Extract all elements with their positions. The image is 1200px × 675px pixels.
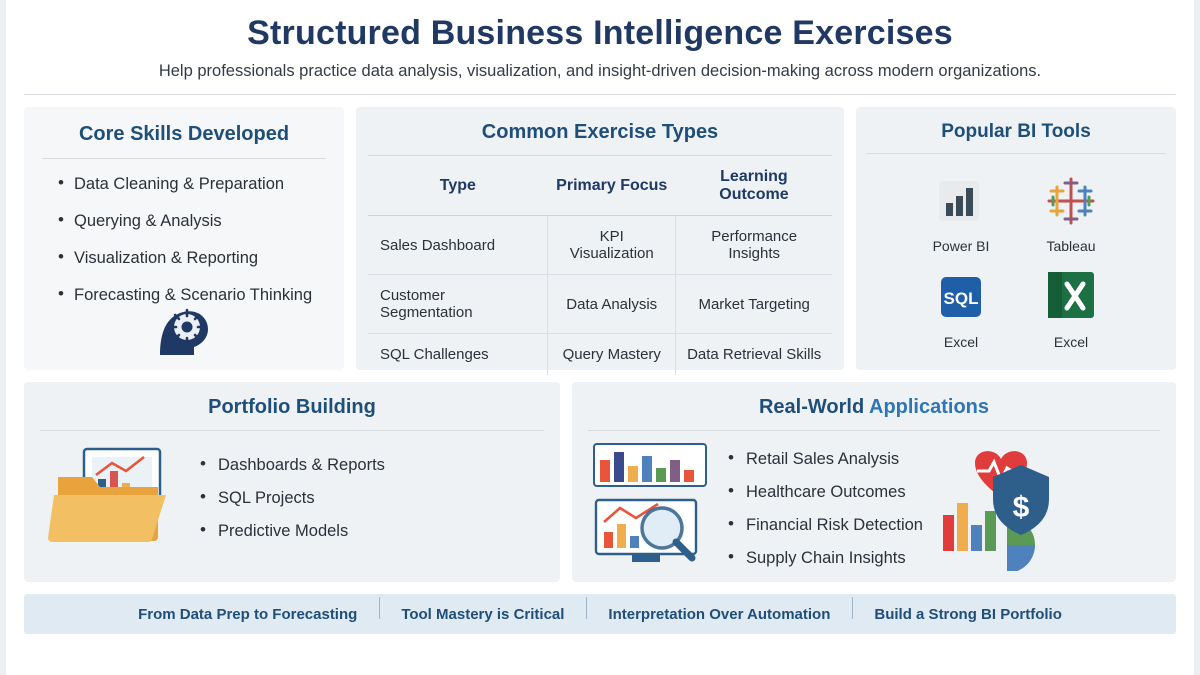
svg-text:$: $ [1012, 491, 1030, 524]
list-item: • Healthcare Outcomes [728, 483, 923, 502]
list-item: • Data Cleaning & Preparation [58, 175, 326, 194]
portfolio-title: Portfolio Building [208, 396, 376, 418]
svg-text:SQL: SQL [943, 289, 979, 308]
column-header-learning-outcome: Learning Outcome [676, 158, 832, 216]
portfolio-card [24, 382, 560, 582]
bi-tools-divider [866, 153, 1166, 154]
header [24, 0, 1176, 81]
middle-row [24, 382, 1176, 582]
footer-bar [24, 594, 1176, 634]
sql-excel-icon [919, 266, 1003, 328]
core-skills-list [58, 175, 326, 305]
cell-focus: KPI Visualization [548, 216, 676, 275]
real-world-title-accent: Applications [869, 396, 990, 418]
real-world-title-main: Real-World [758, 396, 869, 418]
tool-tableau [1029, 170, 1113, 254]
list-item: • Querying & Analysis [58, 212, 326, 231]
list-item: • Forecasting & Scenario Thinking [58, 286, 326, 305]
real-world-list [728, 450, 923, 568]
list-item: • Retail Sales Analysis [728, 450, 923, 469]
bi-tools-grid [866, 170, 1166, 350]
list-item: • Dashboards & Reports [200, 456, 385, 475]
list-item: • Supply Chain Insights [728, 549, 923, 568]
exercise-types-card [356, 107, 844, 370]
tool-excel [1029, 266, 1113, 350]
real-world-body [588, 441, 1160, 576]
cell-outcome: Data Retrieval Skills [676, 334, 832, 376]
cell-type: SQL Challenges [380, 346, 489, 363]
exercise-types-title: Common Exercise Types [481, 121, 719, 143]
column-header-primary-focus: Primary Focus [548, 158, 676, 216]
page-subtitle: Help professionals practice data analysis, visualization, and insight-driven decision-making across modern organizations. [158, 62, 1042, 80]
table-row [368, 334, 832, 376]
header-divider [24, 94, 1176, 95]
list-item: • Predictive Models [200, 522, 385, 541]
portfolio-body [40, 441, 544, 556]
cell-outcome: Performance Insights [676, 216, 832, 275]
list-item: • Financial Risk Detection [728, 516, 923, 535]
brain-head-icon [154, 303, 214, 362]
footer-item: Interpretation Over Automation [586, 606, 852, 623]
tool-label: Excel [943, 334, 979, 350]
footer-item: From Data Prep to Forecasting [138, 605, 358, 623]
core-skills-card [24, 107, 344, 370]
list-item: • SQL Projects [200, 489, 385, 508]
tool-label: Excel [1053, 334, 1089, 350]
excel-icon [1029, 266, 1113, 328]
cell-focus: Data Analysis [548, 275, 676, 334]
page-title: Structured Business Intelligence Exercises [247, 14, 953, 52]
bi-tools-title: Popular BI Tools [941, 121, 1091, 142]
left-edge-strip [0, 0, 6, 675]
real-world-card [572, 382, 1176, 582]
real-world-title [588, 396, 1160, 430]
table-row [368, 216, 832, 275]
cell-outcome: Market Targeting [676, 275, 832, 334]
core-skills-divider [42, 158, 326, 159]
list-item: • Visualization & Reporting [58, 249, 326, 268]
bi-tools-card [856, 107, 1176, 370]
column-header-type: Type [368, 158, 548, 216]
tool-power-bi [919, 170, 1003, 254]
cell-type: Sales Dashboard [368, 216, 548, 275]
tool-label: Tableau [1046, 238, 1096, 254]
exercise-types-divider [368, 155, 832, 156]
cell-focus: Query Mastery [548, 334, 676, 376]
portfolio-divider [40, 430, 544, 431]
top-row [24, 107, 1176, 370]
table-row [368, 275, 832, 334]
exercise-types-table [368, 158, 832, 375]
portfolio-list [200, 456, 385, 541]
real-world-divider [588, 430, 1160, 431]
power-bi-icon [919, 170, 1003, 232]
core-skills-title: Core Skills Developed [78, 123, 290, 145]
folder-charts-icon [40, 441, 190, 556]
cell-type: Customer Segmentation [368, 275, 548, 334]
right-edge-strip [1194, 0, 1200, 675]
footer-item: Tool Mastery is Critical [379, 606, 586, 623]
table-header-row [368, 158, 832, 216]
tool-label: Power BI [932, 238, 990, 254]
dashboard-analysis-icon [588, 442, 718, 575]
tableau-icon [1029, 170, 1113, 232]
health-finance-icon [933, 441, 1073, 576]
footer-item: Build a Strong BI Portfolio [852, 606, 1084, 623]
tool-sql-excel [919, 266, 1003, 350]
